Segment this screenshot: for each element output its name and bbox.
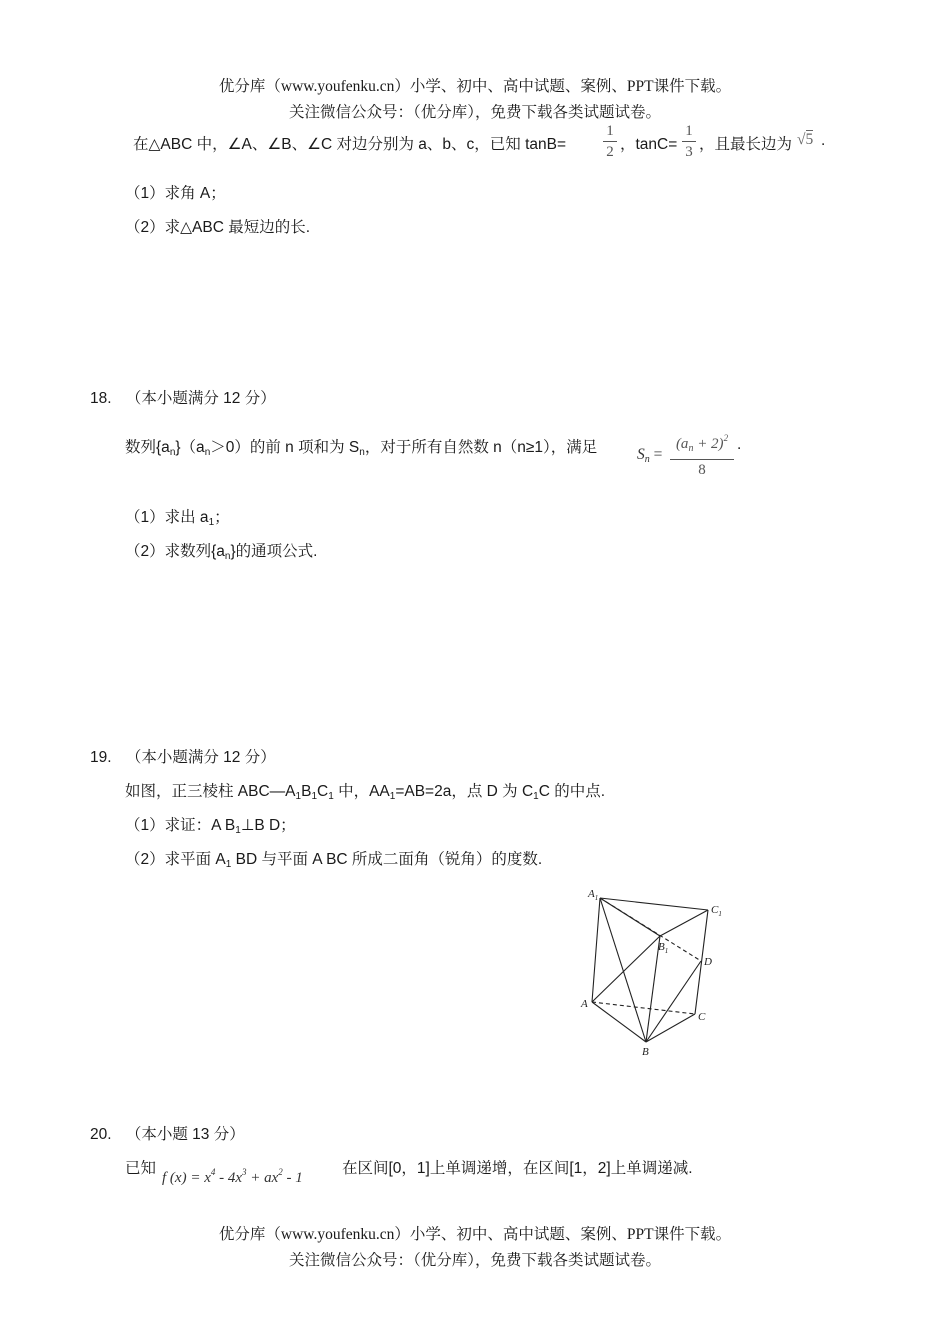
label-D: D	[704, 956, 712, 968]
q20-stem-start: 已知	[125, 1160, 157, 1177]
q17-part-2: （2）求△ABC 最短边的长.	[125, 219, 311, 236]
q17-stem-end: .	[821, 132, 826, 149]
q20-title: 20. （本小题 13 分）	[90, 1126, 245, 1143]
label-C1: $C_1$	[711, 904, 722, 918]
header-line-2: 关注微信公众号：（优分库），免费下载各类试题试卷。	[288, 104, 661, 121]
edge-B1-C1	[660, 910, 708, 936]
q18-part-2: （2）求数列$\{a_n\}$的通项公式.	[125, 543, 318, 562]
q19-part-2: （2）求平面 $A_1$ BD 与平面 A BC 所成二面角（锐角）的度数.	[125, 851, 543, 870]
edge-A-C-dashed	[592, 1002, 695, 1014]
edge-B-C	[646, 1014, 695, 1042]
edge-A1-A	[592, 898, 600, 1002]
edge-A1-B	[600, 898, 646, 1042]
label-C: C	[698, 1011, 706, 1023]
q20-function: f $(x) = x^4 - 4x^3 + ax^2 - 1$	[162, 1167, 303, 1186]
edge-A-B1	[592, 936, 660, 1002]
q17-stem-tail: ，且最长边为	[699, 136, 793, 153]
q17-fraction-tanB: 1 2	[603, 123, 617, 160]
q19-title: 19. （本小题满分 12 分）	[90, 749, 276, 766]
edge-B-D	[646, 961, 701, 1042]
label-A: A	[581, 998, 588, 1010]
q17-stem-mid: ，tanC=	[620, 136, 678, 153]
q18-part-1: （1）求出 $a_1$；	[125, 509, 230, 528]
q20-stem-end: 在区间[0，1]上单调递增，在区间[1，2]上单调递减.	[342, 1160, 693, 1177]
q18-stem: 数列$\{a_n\}(a_n>0)$的前 n 项和为 $S_n$，对于所有自然数 n（n≥1），满足	[125, 439, 598, 458]
q19-part-1: （1）求证：A $B_1\perp B$ D；	[125, 817, 296, 836]
q17-fraction-tanC: 1 3	[682, 123, 696, 160]
q18-formula-lhs: $S_n$ =	[637, 446, 663, 465]
prism-figure	[570, 880, 740, 1060]
q17-sqrt: √5	[797, 131, 814, 148]
footer-line-1: 优分库（www.youfenku.cn）小学、初中、高中试题、案例、PPT课件下载。	[218, 1226, 732, 1243]
header-line-1: 优分库（www.youfenku.cn）小学、初中、高中试题、案例、PPT课件下载。	[218, 78, 732, 95]
q18-title: 18. （本小题满分 12 分）	[90, 390, 276, 407]
label-B: B	[642, 1046, 649, 1058]
q18-formula-end: .	[737, 436, 742, 453]
label-A1: $A_1$	[588, 888, 599, 902]
footer-line-2: 关注微信公众号：（优分库），免费下载各类试题试卷。	[288, 1252, 661, 1269]
q18-formula-fraction: $(a_n + 2)^2$ 8	[670, 430, 734, 478]
label-B1: $B_1$	[658, 941, 669, 955]
q19-stem: 如图，正三棱柱 $ABC—A_1B_1C_1$ 中，$AA_1=AB=2a$，点 D 为 $C_1C$ 的中点.	[125, 783, 606, 802]
q17-stem: 在△ABC 中，∠A、∠B、∠C 对边分别为 a、b、c，已知 tanB=	[133, 136, 567, 153]
q17-part-1: （1）求角 A；	[125, 185, 226, 202]
edge-A-B	[592, 1002, 646, 1042]
